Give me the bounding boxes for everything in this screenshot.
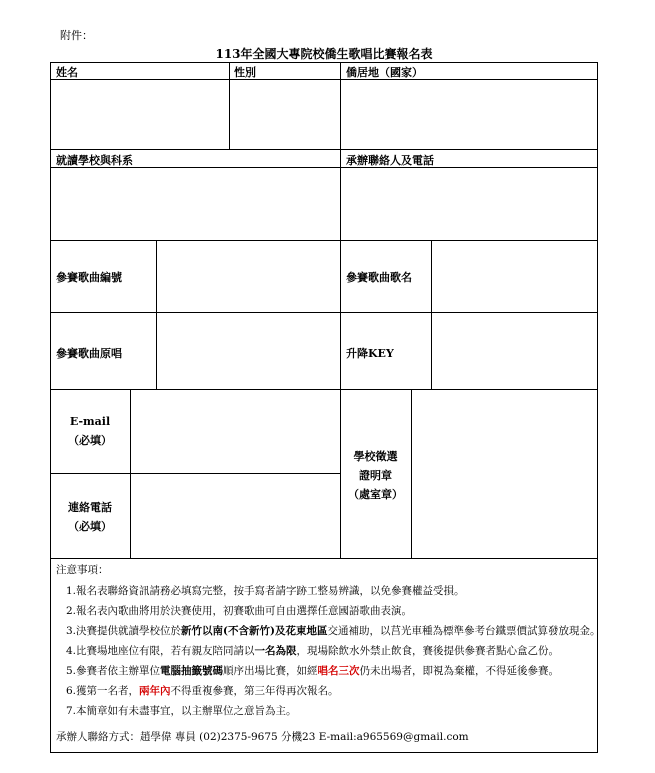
note-item	[56, 681, 596, 701]
contact-person-label: 承辦聯絡人及電話	[346, 154, 434, 167]
note-text: 一名為限	[254, 645, 297, 657]
note-item	[56, 581, 596, 601]
note-text: 仍未出場者，即視為棄權，不得延後參賽。	[359, 665, 560, 677]
school-label: 就讀學校與科系	[56, 154, 133, 167]
col-divider-song-key	[340, 240, 341, 390]
form-border-left	[50, 62, 51, 753]
note-text: 5.參賽者依主辦單位	[66, 665, 161, 677]
name-label: 姓名	[56, 66, 78, 79]
notes-section	[56, 563, 601, 721]
col-divider-seal-right	[411, 389, 412, 559]
note-text: 4.比賽場地座位有限，若有親友陪同請以	[66, 645, 255, 657]
col-divider-name	[229, 62, 230, 150]
note-item	[56, 621, 601, 641]
note-text: 唱名三次	[317, 665, 360, 677]
row-divider-5	[50, 312, 598, 313]
note-text: 兩年內	[139, 685, 171, 697]
note-text: 交通補助，以莒光車種為標準參考台鐵票價試算發放現金。	[327, 625, 601, 637]
note-item	[56, 601, 596, 621]
registration-form	[50, 62, 601, 753]
song-number-label: 參賽歌曲編號	[56, 271, 122, 284]
note-text: 電腦抽籤號碼	[160, 665, 224, 677]
form-border-right	[597, 62, 598, 753]
note-text: 不得重複參賽，第三年得再次報名。	[170, 685, 339, 697]
row-divider-email	[50, 473, 340, 474]
note-text: 新竹以南(不含新竹)及花東地區	[181, 625, 328, 637]
residence-label: 僑居地（國家）	[346, 66, 423, 79]
note-text: 7.本簡章如有未盡事宜，以主辦單位之意旨為主。	[66, 705, 297, 717]
notes-heading: 注意事項：	[56, 564, 109, 576]
note-item	[56, 641, 596, 661]
col-divider-song-value	[431, 240, 432, 390]
note-text: 2.報名表內歌曲將用於決賽使用，初賽歌曲可自由選擇任意國語歌曲表演。	[66, 605, 413, 617]
school-seal-line1: 學校徵選	[353, 450, 398, 463]
row-divider-notes	[50, 558, 598, 559]
attachment-label: 附件：	[60, 29, 93, 42]
note-text: 順序出場比賽，如經	[223, 665, 318, 677]
note-text: 1.報名表聯絡資訊請務必填寫完整，按手寫者請字跡工整易辨識，以免參賽權益受損。	[66, 585, 465, 597]
key-label: 升降KEY	[346, 347, 394, 360]
email-label	[50, 412, 130, 450]
phone-label-line2: （必填）	[68, 520, 112, 533]
notes-list	[56, 581, 601, 721]
col-divider-gender	[340, 62, 341, 241]
school-seal-label	[340, 447, 411, 504]
row-divider-4	[50, 240, 598, 241]
form-border-bottom	[50, 752, 598, 753]
note-text: 6.獲第一名者，	[66, 685, 140, 697]
contact-line: 承辦人聯絡方式：趙學偉 專員 (02)2375-9675 分機23 E-mail:a965569@gmail.com	[56, 731, 469, 743]
email-label-line2: （必填）	[68, 434, 112, 447]
song-title-label: 參賽歌曲歌名	[346, 271, 412, 284]
school-seal-line3: （處室章）	[348, 488, 403, 501]
school-seal-line2: 證明章	[359, 469, 392, 482]
col-divider-song-label	[156, 240, 157, 390]
note-item	[56, 661, 596, 681]
row-divider-1	[50, 79, 598, 80]
gender-label: 性別	[234, 66, 256, 79]
form-title: 113年全國大專院校僑生歌唱比賽報名表	[215, 47, 433, 61]
note-text: ，現場除飲水外禁止飲食，賽後提供參賽者點心盒乙份。	[296, 645, 560, 657]
email-label-line1: E-mail	[69, 415, 111, 428]
original-singer-label: 參賽歌曲原唱	[56, 347, 122, 360]
note-text: 3.決賽提供就讀學校位於	[66, 625, 182, 637]
row-divider-6	[50, 389, 598, 390]
col-divider-contact-label	[130, 389, 131, 559]
phone-label-line1: 連絡電話	[68, 501, 112, 514]
row-divider-2	[50, 149, 598, 150]
phone-label	[50, 498, 130, 536]
note-item	[56, 701, 596, 721]
form-border-top	[50, 62, 598, 63]
